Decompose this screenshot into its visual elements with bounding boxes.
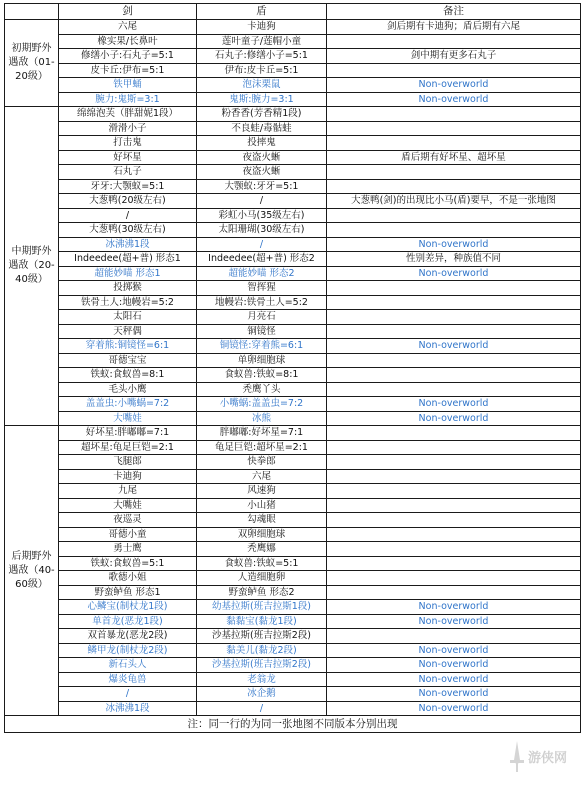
sword-cell: 野蛮鲈鱼 形态1 — [59, 585, 197, 600]
sword-cell: 卡迪狗 — [59, 469, 197, 484]
shield-cell: 勾魂眼 — [197, 513, 327, 528]
sword-cell: 铁骨土人:地幔岩=5:2 — [59, 295, 197, 310]
table-row — [5, 295, 581, 310]
table-row — [5, 687, 581, 702]
note-cell — [327, 324, 581, 339]
note-cell: Non-overworld — [327, 687, 581, 702]
note-cell — [327, 629, 581, 644]
footer-table-row — [5, 716, 581, 733]
shield-cell: 地幔岩:铁骨土人=5:2 — [197, 295, 327, 310]
note-cell — [327, 121, 581, 136]
table-row — [5, 107, 581, 122]
sword-cell: 绵绵泡芙（胖甜妮1段） — [59, 107, 197, 122]
table-row — [5, 585, 581, 600]
note-cell — [327, 498, 581, 513]
sword-cell: 好坏星 — [59, 150, 197, 165]
sword-cell: 心鳞宝(制杖龙1段) — [59, 600, 197, 615]
sword-cell: 歌德小姐 — [59, 571, 197, 586]
table-row — [5, 194, 581, 209]
table-row — [5, 469, 581, 484]
shield-cell: 伊布:皮卡丘=5:1 — [197, 63, 327, 78]
shield-cell: 卡迪狗 — [197, 20, 327, 35]
note-cell: Non-overworld — [327, 339, 581, 354]
table-row — [5, 368, 581, 383]
shield-cell: 彩虹小马(35级左右) — [197, 208, 327, 223]
table-row — [5, 63, 581, 78]
sword-cell: 单首龙(恶龙1段) — [59, 614, 197, 629]
table-row — [5, 600, 581, 615]
shield-cell: 月亮石 — [197, 310, 327, 325]
shield-cell: 胖嘟嘟:好坏星=7:1 — [197, 426, 327, 441]
note-cell — [327, 527, 581, 542]
note-cell: Non-overworld — [327, 397, 581, 412]
sword-cell: 石丸子 — [59, 165, 197, 180]
sword-cell: 哥德宝宝 — [59, 353, 197, 368]
sword-cell: 双首暴龙(恶龙2段) — [59, 629, 197, 644]
note-cell: 盾后期有好坏星、超坏星 — [327, 150, 581, 165]
table-row — [5, 571, 581, 586]
note-cell: Non-overworld — [327, 237, 581, 252]
sword-cell: / — [59, 208, 197, 223]
table-row — [5, 542, 581, 557]
note-cell — [327, 484, 581, 499]
note-cell: Non-overworld — [327, 600, 581, 615]
shield-cell: 泡沫栗鼠 — [197, 78, 327, 93]
sword-cell: 太阳石 — [59, 310, 197, 325]
header-row — [5, 4, 581, 20]
sword-cell: 冰沸沸1段 — [59, 701, 197, 716]
table-row — [5, 440, 581, 455]
shield-cell: 沙基拉斯(班吉拉斯2段) — [197, 629, 327, 644]
table-row — [5, 92, 581, 107]
sword-cell: 橡实果/长鼻叶 — [59, 34, 197, 49]
shield-cell: 鬼斯:腕力=3:1 — [197, 92, 327, 107]
shield-cell: 石丸子:修缮小子=5:1 — [197, 49, 327, 64]
sword-cell: Indeedee(超+普) 形态1 — [59, 252, 197, 267]
shield-cell: 秃鹰娜 — [197, 542, 327, 557]
sword-cell: 大嘴娃 — [59, 498, 197, 513]
note-cell — [327, 513, 581, 528]
sword-cell: 皮卡丘:伊布=5:1 — [59, 63, 197, 78]
note-cell — [327, 542, 581, 557]
table-row — [5, 701, 581, 716]
note-cell: Non-overworld — [327, 266, 581, 281]
sword-cell: 盖盖虫:小嘴蜗=7:2 — [59, 397, 197, 412]
table-row — [5, 208, 581, 223]
shield-cell: 老翁龙 — [197, 672, 327, 687]
shield-cell: 人造细胞卵 — [197, 571, 327, 586]
table-row — [5, 165, 581, 180]
table-row — [5, 78, 581, 93]
table-row — [5, 455, 581, 470]
header-note: 备注 — [327, 4, 581, 20]
note-cell: Non-overworld — [327, 92, 581, 107]
note-cell — [327, 353, 581, 368]
shield-cell: 黏黏宝(黏龙1段) — [197, 614, 327, 629]
table-row — [5, 34, 581, 49]
sword-cell: 冰沸沸1段 — [59, 237, 197, 252]
table-row — [5, 426, 581, 441]
period-label: 后期野外遇敌（40-60级） — [5, 426, 59, 716]
table-row — [5, 339, 581, 354]
encounter-table — [4, 3, 581, 733]
shield-cell: 快拳郎 — [197, 455, 327, 470]
note-cell — [327, 63, 581, 78]
sword-cell: 超能妙喵 形态1 — [59, 266, 197, 281]
sword-cell: 投掷猴 — [59, 281, 197, 296]
shield-cell: 太阳珊瑚(30级左右) — [197, 223, 327, 238]
sword-cell: 大葱鸭(30级左右) — [59, 223, 197, 238]
note-cell — [327, 310, 581, 325]
sword-cell: 哥德小童 — [59, 527, 197, 542]
note-cell — [327, 165, 581, 180]
shield-cell: 小山猪 — [197, 498, 327, 513]
note-cell — [327, 556, 581, 571]
table-row — [5, 266, 581, 281]
sword-cell: 超坏星:龟足巨铠=2:1 — [59, 440, 197, 455]
shield-cell: 幼基拉斯(班吉拉斯1段) — [197, 600, 327, 615]
note-cell — [327, 295, 581, 310]
shield-cell: 莲叶童子/莲帽小童 — [197, 34, 327, 49]
table-row — [5, 614, 581, 629]
shield-cell: / — [197, 194, 327, 209]
sword-cell: 铁甲蛹 — [59, 78, 197, 93]
table-row — [5, 136, 581, 151]
table-row — [5, 672, 581, 687]
sword-cell: 好坏星:胖嘟嘟=7:1 — [59, 426, 197, 441]
shield-cell: 智挥猩 — [197, 281, 327, 296]
note-cell: Non-overworld — [327, 78, 581, 93]
sword-cell: 新石头人 — [59, 658, 197, 673]
note-cell: Non-overworld — [327, 643, 581, 658]
shield-cell: 夜盗火蜥 — [197, 165, 327, 180]
note-cell: Non-overworld — [327, 614, 581, 629]
sword-cell: 勇士鹰 — [59, 542, 197, 557]
sword-cell: 修缮小子:石丸子=5:1 — [59, 49, 197, 64]
table-row — [5, 643, 581, 658]
note-cell — [327, 585, 581, 600]
note-cell — [327, 34, 581, 49]
encounter-sheet — [4, 3, 580, 733]
shield-cell: 食蚁兽:铁蚁=5:1 — [197, 556, 327, 571]
table-row — [5, 556, 581, 571]
note-cell: 大葱鸭(剑)的出现比小马(盾)要早，不是一张地图 — [327, 194, 581, 209]
shield-cell: 双卵细胞球 — [197, 527, 327, 542]
table-row — [5, 20, 581, 35]
table-row — [5, 498, 581, 513]
shield-cell: 铜镜怪:穿着熊=6:1 — [197, 339, 327, 354]
table-row — [5, 484, 581, 499]
shield-cell: 龟足巨铠:超坏星=2:1 — [197, 440, 327, 455]
shield-cell: 冰企鹅 — [197, 687, 327, 702]
note-cell — [327, 571, 581, 586]
note-cell — [327, 382, 581, 397]
table-row — [5, 382, 581, 397]
table-row — [5, 179, 581, 194]
note-cell: 剑中期有更多石丸子 — [327, 49, 581, 64]
header-sword: 剑 — [59, 4, 197, 20]
sword-cell: 九尾 — [59, 484, 197, 499]
sword-cell: 飞腿郎 — [59, 455, 197, 470]
table-row — [5, 310, 581, 325]
sword-cell: 鳞甲龙(制杖龙2段) — [59, 643, 197, 658]
table-row — [5, 629, 581, 644]
table-row — [5, 397, 581, 412]
note-cell — [327, 136, 581, 151]
table-row — [5, 527, 581, 542]
shield-cell: / — [197, 701, 327, 716]
note-cell: Non-overworld — [327, 701, 581, 716]
shield-cell: / — [197, 237, 327, 252]
shield-cell: 沙基拉斯(班吉拉斯2段) — [197, 658, 327, 673]
table-row — [5, 411, 581, 426]
sword-cell: 爆炎龟兽 — [59, 672, 197, 687]
sword-cell: 滑滑小子 — [59, 121, 197, 136]
table-row — [5, 223, 581, 238]
table-row — [5, 353, 581, 368]
note-cell: Non-overworld — [327, 658, 581, 673]
sword-cell: 打击鬼 — [59, 136, 197, 151]
note-cell — [327, 107, 581, 122]
header-period-cell — [5, 4, 59, 20]
note-cell — [327, 223, 581, 238]
sword-cell: 夜巡灵 — [59, 513, 197, 528]
note-cell — [327, 281, 581, 296]
note-cell: 剑后期有卡迪狗；盾后期有六尾 — [327, 20, 581, 35]
note-cell — [327, 426, 581, 441]
shield-cell: 野蛮鲈鱼 形态2 — [197, 585, 327, 600]
shield-cell: 超能妙喵 形态2 — [197, 266, 327, 281]
sword-watermark-icon — [506, 740, 528, 774]
shield-cell: 大颚蚁:牙牙=5:1 — [197, 179, 327, 194]
shield-cell: 夜盗火蜥 — [197, 150, 327, 165]
shield-cell: Indeedee(超+普) 形态2 — [197, 252, 327, 267]
shield-cell: 黏美儿(黏龙2段) — [197, 643, 327, 658]
sword-cell: 大葱鸭(20级左右) — [59, 194, 197, 209]
sword-cell: / — [59, 687, 197, 702]
note-cell — [327, 208, 581, 223]
sword-cell: 铁蚁:食蚁兽=8:1 — [59, 368, 197, 383]
footer-note: 注：同一行的为同一张地图不同版本分别出现 — [5, 716, 581, 733]
note-cell: 性别差异，种族值不同 — [327, 252, 581, 267]
sword-cell: 腕力:鬼斯=3:1 — [59, 92, 197, 107]
sword-cell: 六尾 — [59, 20, 197, 35]
sword-cell: 牙牙:大颚蚁=5:1 — [59, 179, 197, 194]
sword-cell: 天秤偶 — [59, 324, 197, 339]
shield-cell: 单卵细胞球 — [197, 353, 327, 368]
watermark-logo — [506, 738, 578, 778]
table-row — [5, 49, 581, 64]
shield-cell: 不良蛙/毒骷蛙 — [197, 121, 327, 136]
shield-cell: 食蚁兽:铁蚁=8:1 — [197, 368, 327, 383]
table-row — [5, 281, 581, 296]
note-cell — [327, 469, 581, 484]
shield-cell: 冰熊 — [197, 411, 327, 426]
period-label: 中期野外遇敌（20-40级） — [5, 107, 59, 426]
table-row — [5, 513, 581, 528]
shield-cell: 风速狗 — [197, 484, 327, 499]
note-cell — [327, 440, 581, 455]
header-shield: 盾 — [197, 4, 327, 20]
shield-cell: 秃鹰丫头 — [197, 382, 327, 397]
period-label: 初期野外遇敌（01-20级） — [5, 20, 59, 107]
note-cell: Non-overworld — [327, 411, 581, 426]
table-row — [5, 324, 581, 339]
table-row — [5, 237, 581, 252]
sword-cell: 穿着熊:铜镜怪=6:1 — [59, 339, 197, 354]
sword-cell: 铁蚁:食蚁兽=5:1 — [59, 556, 197, 571]
shield-cell: 投摔鬼 — [197, 136, 327, 151]
shield-cell: 小嘴蜗:盖盖虫=7:2 — [197, 397, 327, 412]
note-cell — [327, 179, 581, 194]
shield-cell: 铜镜怪 — [197, 324, 327, 339]
sword-cell: 毛头小鹰 — [59, 382, 197, 397]
table-row — [5, 658, 581, 673]
sword-cell: 大嘴娃 — [59, 411, 197, 426]
shield-cell: 六尾 — [197, 469, 327, 484]
table-row — [5, 121, 581, 136]
note-cell: Non-overworld — [327, 672, 581, 687]
table-row — [5, 150, 581, 165]
table-row — [5, 252, 581, 267]
note-cell — [327, 368, 581, 383]
note-cell — [327, 455, 581, 470]
watermark-text: 游侠网 — [528, 751, 568, 766]
shield-cell: 粉香香(芳香精1段) — [197, 107, 327, 122]
table-body — [5, 4, 581, 733]
